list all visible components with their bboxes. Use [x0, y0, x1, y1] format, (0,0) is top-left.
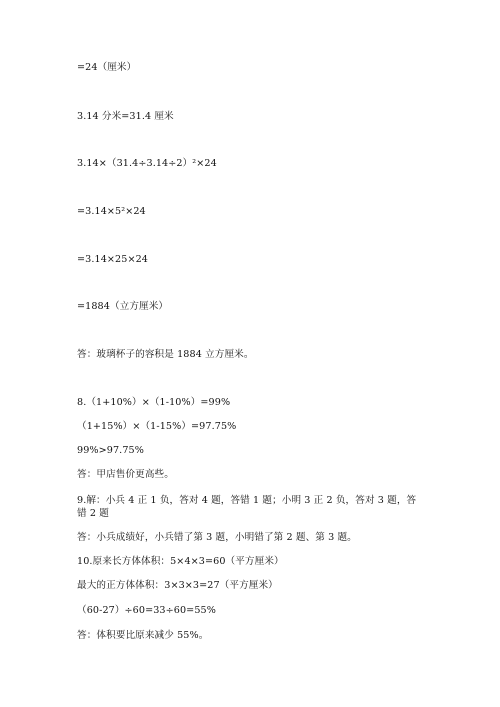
text-line-3: 3.14×（31.4÷3.14÷2）²×24	[77, 158, 217, 169]
text-line-10: 99%>97.75%	[77, 445, 144, 456]
text-line-1: =24（厘米）	[77, 62, 137, 73]
text-line-4: =3.14×5²×24	[77, 206, 146, 217]
text-line-8: 8.（1+10%）×（1-10%）=99%	[77, 397, 231, 408]
text-line-13: 答：小兵成绩好，小兵错了第 3 题，小明错了第 2 题、第 3 题。	[77, 532, 357, 543]
text-line-15: 最大的正方体体积：3×3×3=27（平方厘米）	[77, 580, 278, 591]
text-line-11: 答：甲店售价更高些。	[77, 469, 174, 480]
text-line-2: 3.14 分米=31.4 厘米	[77, 111, 174, 122]
text-line-9: （1+15%）×（1-15%）=97.75%	[77, 421, 237, 432]
text-line-7: 答：玻璃杯子的容积是 1884 立方厘米。	[77, 349, 254, 360]
text-line-17: 答：体积要比原来减少 55%。	[77, 630, 209, 641]
text-line-6: =1884（立方厘米）	[77, 301, 169, 312]
text-line-12: 9.解：小兵 4 正 1 负，答对 4 题，答错 1 题；小明 3 正 2 负，答对 3 题，答错 2 题	[77, 495, 417, 519]
text-line-5: =3.14×25×24	[77, 254, 148, 265]
text-line-14: 10.原来长方体体积：5×4×3=60（平方厘米）	[77, 556, 284, 567]
text-line-16: （60-27）÷60=33÷60=55%	[77, 605, 216, 616]
